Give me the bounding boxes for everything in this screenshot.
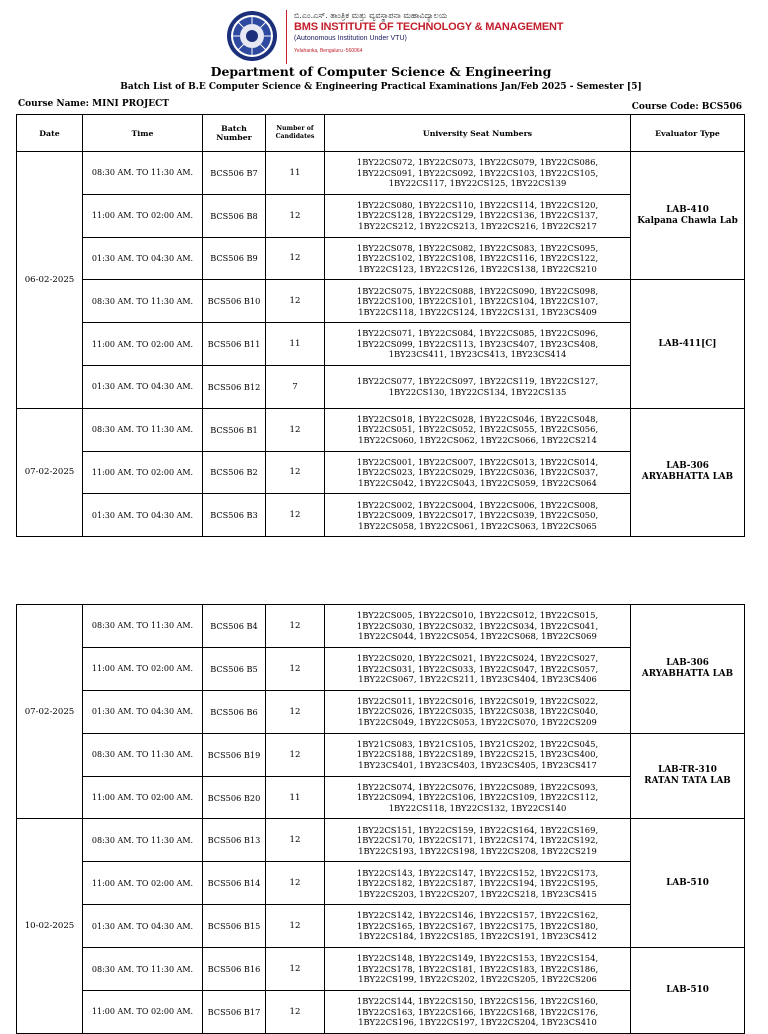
seat-numbers-line: 1BY22CS072, 1BY22CS073, 1BY22CS079, 1BY22CS086, [356,157,599,168]
seat-numbers-line: 1BY22CS060, 1BY22CS062, 1BY22CS066, 1BY22CS214 [358,434,597,445]
seat-numbers-line: 1BY22CS049, 1BY22CS053, 1BY22CS070, 1BY22CS209 [358,716,597,727]
seat-numbers-line: 1BY22CS023, 1BY22CS029, 1BY22CS036, 1BY22CS037, [356,467,599,478]
batch-table-1 [16,114,745,537]
seat-numbers-line: 1BY22CS123, 1BY22CS126, 1BY22CS138, 1BY22CS210 [358,263,597,274]
time-cell: 11:00 AM. TO 02:00 AM. [83,862,203,905]
batch-number-cell: BCS506 B12 [203,365,266,408]
time-cell: 08:30 AM. TO 11:30 AM. [83,605,203,648]
table-row [17,408,745,451]
seat-numbers-line: 1BY22CS196, 1BY22CS197, 1BY22CS204, 1BY23CS410 [358,1017,597,1028]
document-header [0,8,768,66]
seat-numbers-line: 1BY22CS100, 1BY22CS101, 1BY22CS104, 1BY22CS107, [356,296,599,307]
column-header-batch: Batch Number [203,115,266,152]
table-row [17,605,745,648]
institution-block [286,10,564,64]
seat-numbers-cell [325,776,631,819]
evaluator-cell [631,152,745,280]
seat-numbers-line: 1BY22CS078, 1BY22CS082, 1BY22CS083, 1BY22CS095, [356,242,599,253]
seat-numbers-cell [325,991,631,1034]
seat-numbers-line: 1BY22CS143, 1BY22CS147, 1BY22CS152, 1BY22CS173, [356,867,599,878]
evaluator-lab-code: LAB-TR-310 [658,765,717,776]
seat-numbers-line: 1BY23CS401, 1BY23CS403, 1BY23CS405, 1BY23CS417 [358,759,597,770]
institution-address: Yelahanka, Bengaluru -560064 [294,48,363,54]
seat-numbers-cell [325,365,631,408]
batch-table-2 [16,604,745,1034]
time-cell: 11:00 AM. TO 02:00 AM. [83,776,203,819]
evaluator-lab-name: Kalpana Chawla Lab [637,215,738,226]
column-header-time: Time [83,115,203,152]
batch-number-cell: BCS506 B2 [203,451,266,494]
seat-numbers-cell [325,494,631,537]
candidate-count-cell: 7 [266,365,325,408]
candidate-count-cell: 12 [266,280,325,323]
seat-numbers-line: 1BY22CS203, 1BY22CS207, 1BY22CS218, 1BY23CS415 [358,888,597,899]
seat-numbers-line: 1BY22CS182, 1BY22CS187, 1BY22CS194, 1BY22CS195, [356,878,599,889]
seat-numbers-line: 1BY22CS044, 1BY22CS054, 1BY22CS068, 1BY22CS069 [358,631,597,642]
batch-number-cell: BCS506 B10 [203,280,266,323]
time-cell: 11:00 AM. TO 02:00 AM. [83,991,203,1034]
table-row [17,948,745,991]
seat-numbers-line: 1BY22CS042, 1BY22CS043, 1BY22CS059, 1BY22CS064 [358,477,597,488]
batch-number-cell: BCS506 B9 [203,237,266,280]
candidate-count-cell: 11 [266,776,325,819]
seat-numbers-line: 1BY22CS188, 1BY22CS189, 1BY22CS215, 1BY23CS400, [356,749,599,760]
seat-numbers-cell [325,605,631,648]
batch-number-cell: BCS506 B7 [203,152,266,195]
evaluator-lab-code: LAB-411[C] [658,338,717,349]
seat-numbers-cell [325,948,631,991]
evaluator-cell [631,819,745,948]
seat-numbers-cell [325,647,631,690]
seat-numbers-line: 1BY22CS058, 1BY22CS061, 1BY22CS063, 1BY22CS065 [358,520,597,531]
candidate-count-cell: 12 [266,647,325,690]
time-cell: 08:30 AM. TO 11:30 AM. [83,819,203,862]
table-row [17,152,745,195]
column-header-seats: University Seat Numbers [325,115,631,152]
batch-number-cell: BCS506 B3 [203,494,266,537]
seat-numbers-cell [325,451,631,494]
seat-numbers-line: 1BY22CS077, 1BY22CS097, 1BY22CS119, 1BY22CS127, [356,376,599,387]
seat-numbers-line: 1BY22CS163, 1BY22CS166, 1BY22CS168, 1BY22CS176, [356,1006,599,1017]
batch-list-title: Batch List of B.E Computer Science & Engineering Practical Examinations Jan/Feb 2025 - Semester [5] [120,82,642,92]
column-header-candidates: Number of Candidates [266,115,325,152]
batch-number-cell: BCS506 B16 [203,948,266,991]
seat-numbers-line: 1BY22CS184, 1BY22CS185, 1BY22CS191, 1BY23CS412 [358,931,597,942]
date-cell: 07-02-2025 [17,408,83,536]
seat-numbers-line: 1BY22CS094, 1BY22CS106, 1BY22CS109, 1BY22CS112, [356,792,599,803]
evaluator-lab-code: LAB-306 [666,461,709,472]
seat-numbers-cell [325,152,631,195]
seat-numbers-line: 1BY22CS071, 1BY22CS084, 1BY22CS085, 1BY22CS096, [356,328,599,339]
department-title: Department of Computer Science & Engineering [210,64,552,79]
candidate-count-cell: 12 [266,690,325,733]
seat-numbers-line: 1BY22CS074, 1BY22CS076, 1BY22CS089, 1BY22CS093, [356,781,599,792]
table-row [17,280,745,323]
time-cell: 11:00 AM. TO 02:00 AM. [83,194,203,237]
time-cell: 08:30 AM. TO 11:30 AM. [83,152,203,195]
seat-numbers-line: 1BY23CS411, 1BY23CS413, 1BY23CS414 [388,349,567,360]
seat-numbers-line: 1BY22CS117, 1BY22CS125, 1BY22CS139 [388,178,567,189]
time-cell: 08:30 AM. TO 11:30 AM. [83,948,203,991]
batch-number-cell: BCS506 B11 [203,323,266,366]
seat-numbers-line: 1BY22CS193, 1BY22CS198, 1BY22CS208, 1BY22CS219 [358,845,597,856]
candidate-count-cell: 12 [266,237,325,280]
seat-numbers-line: 1BY22CS075, 1BY22CS088, 1BY22CS090, 1BY22CS098, [356,285,599,296]
seat-numbers-cell [325,905,631,948]
seat-numbers-line: 1BY22CS067, 1BY22CS211, 1BY23CS404, 1BY23CS406 [358,674,597,685]
candidate-count-cell: 12 [266,451,325,494]
seat-numbers-line: 1BY22CS099, 1BY22CS113, 1BY23CS407, 1BY23CS408, [356,338,599,349]
candidate-count-cell: 12 [266,905,325,948]
time-cell: 01:30 AM. TO 04:30 AM. [83,237,203,280]
column-header-date: Date [17,115,83,152]
seat-numbers-cell [325,408,631,451]
seat-numbers-line: 1BY22CS031, 1BY22CS033, 1BY22CS047, 1BY22CS057, [356,663,599,674]
candidate-count-cell: 12 [266,605,325,648]
seat-numbers-line: 1BY22CS051, 1BY22CS052, 1BY22CS055, 1BY22CS056, [356,424,599,435]
batch-number-cell: BCS506 B5 [203,647,266,690]
seat-numbers-cell [325,194,631,237]
institution-logo-icon [226,10,278,62]
date-cell: 07-02-2025 [17,605,83,819]
institution-name: BMS INSTITUTE OF TECHNOLOGY & MANAGEMENT [294,21,564,33]
evaluator-cell [631,733,745,819]
seat-numbers-line: 1BY22CS130, 1BY22CS134, 1BY22CS135 [388,386,567,397]
seat-numbers-line: 1BY22CS002, 1BY22CS004, 1BY22CS006, 1BY22CS008, [356,499,599,510]
candidate-count-cell: 12 [266,408,325,451]
seat-numbers-line: 1BY22CS005, 1BY22CS010, 1BY22CS012, 1BY22CS015, [356,610,599,621]
evaluator-cell [631,948,745,1034]
seat-numbers-line: 1BY22CS009, 1BY22CS017, 1BY22CS039, 1BY22CS050, [356,510,599,521]
seat-numbers-line: 1BY22CS178, 1BY22CS181, 1BY22CS183, 1BY22CS186, [356,963,599,974]
batch-number-cell: BCS506 B1 [203,408,266,451]
evaluator-cell [631,408,745,536]
evaluator-lab-name: ARYABHATTA LAB [641,668,734,679]
seat-numbers-cell [325,819,631,862]
evaluator-lab-name: RATAN TATA LAB [644,776,731,787]
evaluator-lab-code: LAB-510 [666,877,709,888]
seat-numbers-line: 1BY22CS018, 1BY22CS028, 1BY22CS046, 1BY22CS048, [356,413,599,424]
batch-number-cell: BCS506 B8 [203,194,266,237]
course-name: Course Name: MINI PROJECT [18,99,169,109]
seat-numbers-line: 1BY22CS011, 1BY22CS016, 1BY22CS019, 1BY22CS022, [356,695,599,706]
candidate-count-cell: 12 [266,194,325,237]
course-code: Course Code: BCS506 [631,102,742,112]
seat-numbers-line: 1BY22CS151, 1BY22CS159, 1BY22CS164, 1BY22CS169, [356,824,599,835]
seat-numbers-line: 1BY21CS083, 1BY21CS105, 1BY21CS202, 1BY22CS045, [356,738,599,749]
batch-number-cell: BCS506 B14 [203,862,266,905]
seat-numbers-line: 1BY22CS118, 1BY22CS132, 1BY22CS140 [388,802,567,813]
seat-numbers-cell [325,280,631,323]
batch-number-cell: BCS506 B17 [203,991,266,1034]
seat-numbers-line: 1BY22CS144, 1BY22CS150, 1BY22CS156, 1BY22CS160, [356,996,599,1007]
candidate-count-cell: 12 [266,819,325,862]
seat-numbers-line: 1BY22CS142, 1BY22CS146, 1BY22CS157, 1BY22CS162, [356,910,599,921]
candidate-count-cell: 12 [266,948,325,991]
seat-numbers-line: 1BY22CS148, 1BY22CS149, 1BY22CS153, 1BY22CS154, [356,953,599,964]
table-row [17,819,745,862]
evaluator-cell [631,605,745,734]
seat-numbers-line: 1BY22CS026, 1BY22CS035, 1BY22CS038, 1BY22CS040, [356,706,599,717]
seat-numbers-line: 1BY22CS102, 1BY22CS108, 1BY22CS116, 1BY22CS122, [356,253,599,264]
evaluator-lab-code: LAB-510 [666,985,709,996]
seat-numbers-cell [325,862,631,905]
table-row [17,733,745,776]
time-cell: 08:30 AM. TO 11:30 AM. [83,280,203,323]
evaluator-lab-code: LAB-410 [666,204,709,215]
candidate-count-cell: 12 [266,494,325,537]
time-cell: 01:30 AM. TO 04:30 AM. [83,494,203,537]
evaluator-cell [631,280,745,408]
batch-number-cell: BCS506 B19 [203,733,266,776]
seat-numbers-line: 1BY22CS118, 1BY22CS124, 1BY22CS131, 1BY23CS409 [358,306,597,317]
candidate-count-cell: 12 [266,991,325,1034]
batch-number-cell: BCS506 B15 [203,905,266,948]
time-cell: 11:00 AM. TO 02:00 AM. [83,323,203,366]
batch-number-cell: BCS506 B13 [203,819,266,862]
seat-numbers-line: 1BY22CS199, 1BY22CS202, 1BY22CS205, 1BY22CS206 [358,974,597,985]
time-cell: 01:30 AM. TO 04:30 AM. [83,905,203,948]
column-header-evaluator: Evaluator Type [631,115,745,152]
seat-numbers-line: 1BY22CS080, 1BY22CS110, 1BY22CS114, 1BY22CS120, [356,199,599,210]
seat-numbers-cell [325,237,631,280]
time-cell: 08:30 AM. TO 11:30 AM. [83,408,203,451]
seat-numbers-line: 1BY22CS128, 1BY22CS129, 1BY22CS136, 1BY22CS137, [356,210,599,221]
table-header-row [17,115,745,152]
candidate-count-cell: 12 [266,733,325,776]
date-cell: 06-02-2025 [17,152,83,409]
evaluator-lab-name: ARYABHATTA LAB [641,472,734,483]
seat-numbers-line: 1BY22CS212, 1BY22CS213, 1BY22CS216, 1BY22CS217 [358,220,597,231]
seat-numbers-line: 1BY22CS091, 1BY22CS092, 1BY22CS103, 1BY22CS105, [356,167,599,178]
seat-numbers-cell [325,733,631,776]
time-cell: 01:30 AM. TO 04:30 AM. [83,365,203,408]
seat-numbers-line: 1BY22CS001, 1BY22CS007, 1BY22CS013, 1BY22CS014, [356,456,599,467]
seat-numbers-line: 1BY22CS030, 1BY22CS032, 1BY22CS034, 1BY22CS041, [356,620,599,631]
evaluator-lab-code: LAB-306 [666,657,709,668]
batch-number-cell: BCS506 B4 [203,605,266,648]
time-cell: 11:00 AM. TO 02:00 AM. [83,451,203,494]
institution-kannada-name: ಬಿ.ಎಂ.ಎಸ್. ತಾಂತ್ರಿಕ ಮತ್ತು ವ್ಯವಸ್ಥಾಪನಾ ಮಹಾವಿದ್ಯಾಲಯ [294,11,448,20]
time-cell: 08:30 AM. TO 11:30 AM. [83,733,203,776]
seat-numbers-line: 1BY22CS165, 1BY22CS167, 1BY22CS175, 1BY22CS180, [356,920,599,931]
time-cell: 11:00 AM. TO 02:00 AM. [83,647,203,690]
batch-number-cell: BCS506 B20 [203,776,266,819]
seat-numbers-cell [325,690,631,733]
seat-numbers-line: 1BY22CS020, 1BY22CS021, 1BY22CS024, 1BY22CS027, [356,653,599,664]
institution-subtitle: (Autonomous Institution Under VTU) [294,35,407,42]
candidate-count-cell: 11 [266,152,325,195]
time-cell: 01:30 AM. TO 04:30 AM. [83,690,203,733]
candidate-count-cell: 12 [266,862,325,905]
seat-numbers-line: 1BY22CS170, 1BY22CS171, 1BY22CS174, 1BY22CS192, [356,835,599,846]
seat-numbers-cell [325,323,631,366]
candidate-count-cell: 11 [266,323,325,366]
batch-number-cell: BCS506 B6 [203,690,266,733]
date-cell: 10-02-2025 [17,819,83,1033]
